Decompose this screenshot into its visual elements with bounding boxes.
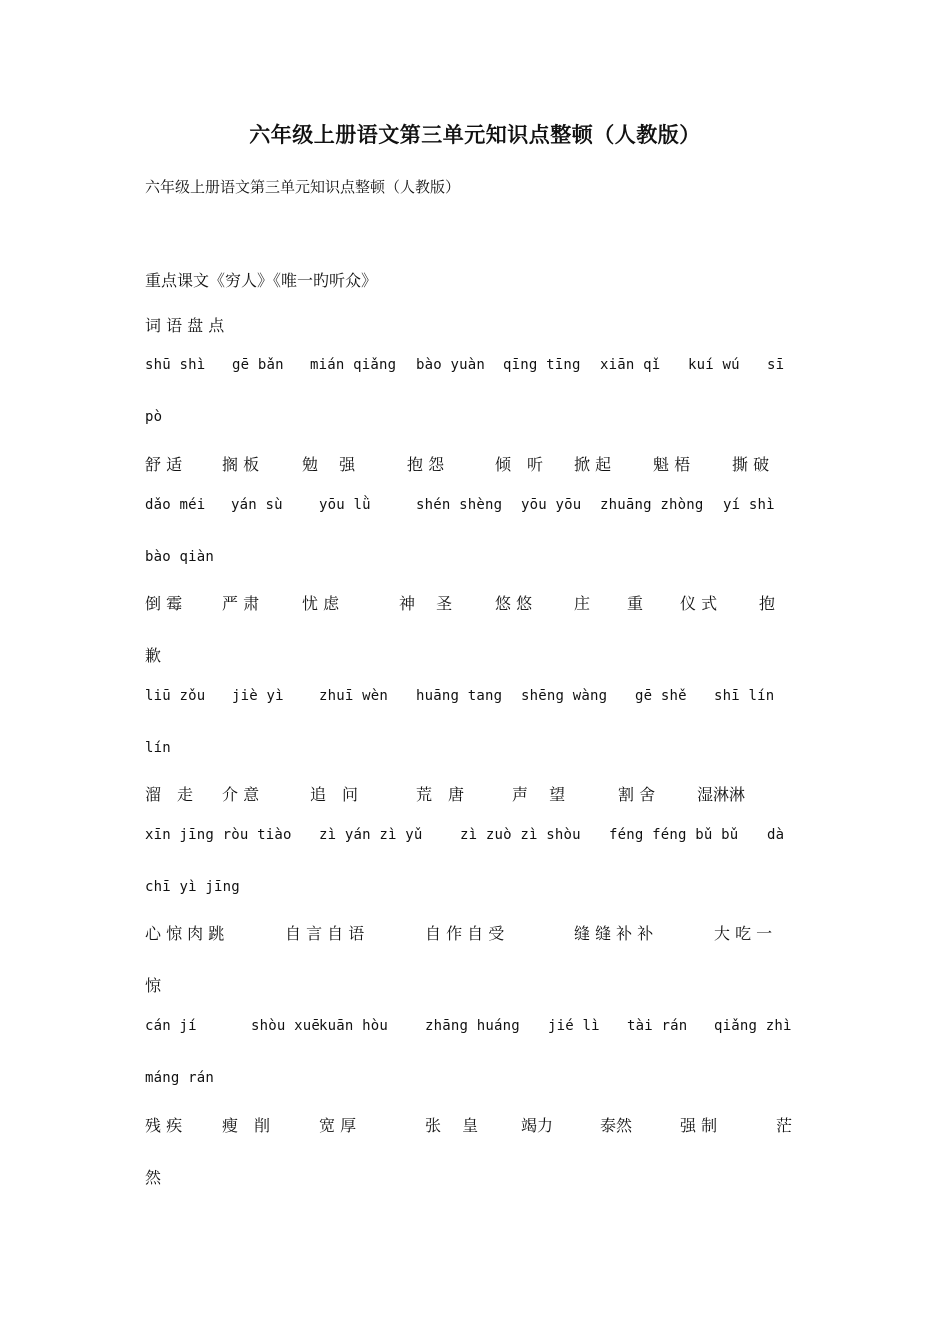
- word-entry: 惊: [145, 976, 162, 995]
- word-entry: 掀 起: [574, 455, 612, 474]
- pinyin-entry: zhāng huáng: [425, 1018, 520, 1034]
- word-entry: 心 惊 肉 跳: [145, 924, 225, 943]
- pinyin-entry: zì yán zì yǔ: [319, 827, 423, 843]
- word-entry: 抱: [759, 594, 776, 613]
- document-subtitle: 六年级上册语文第三单元知识点整顿（人教版）: [145, 178, 461, 196]
- pinyin-entry: pò: [145, 409, 163, 425]
- pinyin-entry: jié lì: [548, 1018, 600, 1034]
- word-entry: 仪 式: [680, 594, 718, 613]
- pinyin-entry: xīn jīng ròu tiào: [145, 827, 292, 843]
- word-entry: 强 制: [680, 1116, 718, 1135]
- word-entry: 宽 厚: [319, 1116, 357, 1135]
- pinyin-entry: yán sù: [231, 497, 283, 513]
- word-entry: 自 言 自 语: [285, 924, 365, 943]
- word-entry: 湿淋淋: [697, 785, 746, 804]
- word-entry: 魁 梧: [653, 455, 691, 474]
- word-entry: 撕 破: [732, 455, 770, 474]
- pinyin-entry: liū zǒu: [145, 688, 206, 704]
- word-entry: 抱 怨: [407, 455, 445, 474]
- document-title: 六年级上册语文第三单元知识点整顿（人教版）: [249, 123, 701, 147]
- pinyin-entry: zhuī wèn: [319, 688, 389, 704]
- word-entry: 歉: [145, 646, 162, 665]
- pinyin-entry: chī yì jīng: [145, 879, 240, 895]
- pinyin-entry: shī lín: [714, 688, 775, 704]
- pinyin-entry: féng féng bǔ bǔ: [609, 827, 739, 843]
- pinyin-entry: shén shèng: [416, 497, 503, 513]
- word-entry: 严 肃: [222, 594, 260, 613]
- pinyin-entry: shòu xuē: [251, 1018, 321, 1034]
- pinyin-entry: kuān hòu: [319, 1018, 389, 1034]
- word-entry: 忧 虑: [302, 594, 340, 613]
- pinyin-entry: cán jí: [145, 1018, 197, 1034]
- word-entry: 悠 悠: [495, 594, 533, 613]
- word-entry: 瘦 削: [222, 1116, 271, 1135]
- vocab-heading: 词 语 盘 点: [145, 316, 225, 335]
- word-entry: 倒 霉: [145, 594, 183, 613]
- pinyin-entry: yōu yōu: [521, 497, 582, 513]
- word-entry: 舒 适: [145, 455, 183, 474]
- pinyin-entry: tài rán: [627, 1018, 688, 1034]
- word-entry: 割 舍: [618, 785, 656, 804]
- pinyin-entry: sī: [767, 357, 785, 373]
- word-entry: 勉 强: [302, 455, 356, 474]
- pinyin-entry: mián qiǎng: [310, 357, 397, 373]
- word-entry: 搁 板: [222, 455, 260, 474]
- pinyin-entry: zì zuò zì shòu: [460, 827, 581, 843]
- pinyin-entry: kuí wú: [688, 357, 740, 373]
- word-entry: 泰然: [600, 1116, 633, 1135]
- word-entry: 重: [627, 594, 644, 613]
- pinyin-entry: dà: [767, 827, 785, 843]
- word-entry: 倾 听: [495, 455, 544, 474]
- pinyin-entry: yōu lǜ: [319, 497, 371, 513]
- pinyin-entry: lín: [145, 740, 171, 756]
- pinyin-entry: jiè yì: [232, 688, 284, 704]
- lesson-heading: 重点课文《穷人》《唯一旳听众》: [145, 271, 378, 290]
- word-entry: 溜 走: [145, 785, 194, 804]
- word-entry: 介 意: [222, 785, 260, 804]
- pinyin-entry: xiān qǐ: [600, 357, 661, 373]
- pinyin-entry: shēng wàng: [521, 688, 608, 704]
- word-entry: 神 圣: [399, 594, 453, 613]
- word-entry: 竭力: [521, 1116, 554, 1135]
- pinyin-entry: qiǎng zhì: [714, 1018, 792, 1034]
- pinyin-entry: qīng tīng: [503, 357, 581, 373]
- pinyin-entry: máng rán: [145, 1070, 215, 1086]
- word-entry: 自 作 自 受: [425, 924, 505, 943]
- word-entry: 荒 唐: [416, 785, 465, 804]
- word-entry: 庄: [574, 594, 591, 613]
- pinyin-entry: gē shě: [635, 688, 687, 704]
- pinyin-entry: bào qiàn: [145, 549, 215, 565]
- pinyin-entry: yí shì: [723, 497, 775, 513]
- pinyin-entry: zhuāng zhòng: [600, 497, 704, 513]
- pinyin-entry: huāng tang: [416, 688, 503, 704]
- word-entry: 张 皇: [425, 1116, 479, 1135]
- word-entry: 声 望: [512, 785, 566, 804]
- word-entry: 残 疾: [145, 1116, 183, 1135]
- pinyin-entry: dǎo méi: [145, 497, 206, 513]
- word-entry: 茫: [776, 1116, 793, 1135]
- pinyin-entry: bào yuàn: [416, 357, 486, 373]
- word-entry: 缝 缝 补 补: [574, 924, 654, 943]
- word-entry: 追 问: [310, 785, 359, 804]
- word-entry: 大 吃 一: [714, 924, 773, 943]
- pinyin-entry: shū shì: [145, 357, 206, 373]
- pinyin-entry: gē bǎn: [232, 357, 284, 373]
- word-entry: 然: [145, 1168, 162, 1187]
